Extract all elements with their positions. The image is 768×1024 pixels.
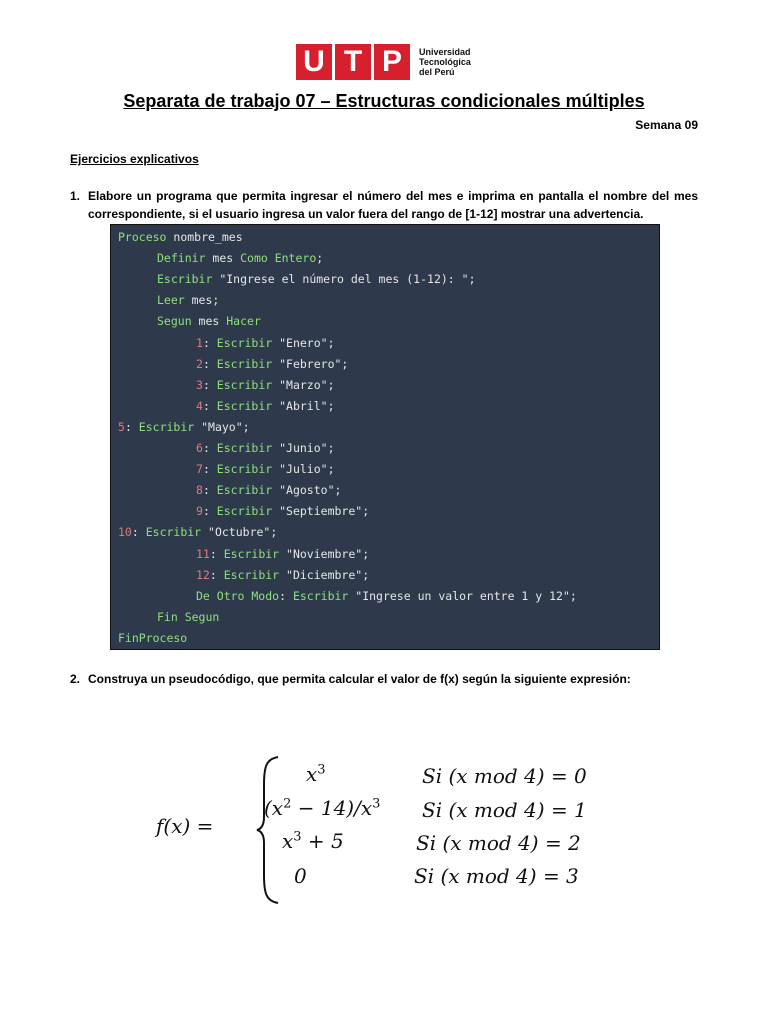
code-token: Definir bbox=[157, 251, 206, 266]
code-line bbox=[196, 356, 348, 372]
code-token: "Octubre"; bbox=[201, 525, 278, 540]
code-token: : bbox=[202, 504, 217, 519]
code-token: : bbox=[202, 335, 217, 350]
code-token: 7 bbox=[196, 462, 203, 477]
code-token: "Septiembre"; bbox=[272, 504, 370, 519]
code-token: Escribir bbox=[223, 567, 280, 582]
code-line bbox=[196, 461, 335, 477]
left-brace-icon bbox=[256, 755, 282, 905]
code-token: : bbox=[202, 441, 217, 455]
exercise-2-number: 2. bbox=[70, 672, 81, 686]
code-line bbox=[196, 567, 369, 583]
code-token: "Ingrese el número del mes (1-12): "; bbox=[212, 272, 476, 287]
code-token: : bbox=[202, 356, 217, 371]
code-token: Escribir bbox=[216, 462, 273, 477]
code-line bbox=[157, 313, 261, 329]
code-token: 11 bbox=[196, 546, 210, 561]
code-token: Segun bbox=[157, 314, 192, 329]
code-token: 2 bbox=[196, 356, 203, 371]
code-token: nombre_mes bbox=[166, 230, 243, 244]
code-token: : bbox=[202, 398, 217, 413]
case-2-cond: Si (x mod 4) = 1 bbox=[422, 798, 587, 822]
code-line bbox=[196, 398, 335, 414]
code-token: : bbox=[279, 588, 293, 603]
code-token: : bbox=[202, 483, 217, 498]
code-line bbox=[118, 419, 250, 435]
exercise-1-number: 1. bbox=[70, 189, 81, 203]
code-token: "Febrero"; bbox=[272, 356, 349, 371]
code-token: 9 bbox=[196, 504, 203, 519]
code-token: Leer bbox=[157, 293, 185, 308]
code-token: 1 bbox=[196, 335, 203, 350]
logo-letter-p: P bbox=[374, 44, 410, 80]
case-4-expr: 0 bbox=[294, 864, 307, 888]
code-line bbox=[196, 377, 335, 393]
week-label: Semana 09 bbox=[635, 118, 698, 132]
code-token: "Agosto"; bbox=[272, 483, 342, 498]
exercise-1 bbox=[70, 187, 698, 223]
code-token: 4 bbox=[196, 398, 203, 413]
code-token: : bbox=[124, 419, 139, 434]
case-1-expr: $x^3$ bbox=[306, 762, 326, 786]
code-token: De Otro Modo bbox=[196, 588, 280, 603]
utp-logo bbox=[296, 43, 471, 81]
code-token: Escribir bbox=[145, 525, 202, 540]
code-token: Escribir bbox=[216, 335, 273, 350]
code-line bbox=[196, 588, 577, 604]
code-token: 8 bbox=[196, 483, 203, 498]
code-token: : bbox=[209, 546, 224, 561]
case-3-cond: Si (x mod 4) = 2 bbox=[416, 831, 581, 855]
code-block bbox=[110, 224, 660, 650]
code-token: : bbox=[202, 462, 217, 477]
case-2-expr: $(x^2 - 14)/x^3$ bbox=[264, 796, 381, 820]
code-token: Escribir bbox=[216, 356, 273, 371]
code-token: : bbox=[202, 377, 217, 392]
code-line bbox=[157, 292, 219, 308]
code-token: "Noviembre"; bbox=[279, 546, 370, 561]
code-token: Hacer bbox=[226, 314, 261, 329]
code-line bbox=[196, 546, 369, 562]
code-token: "Ingrese un valor entre 1 y 12"; bbox=[348, 588, 577, 603]
code-token: Proceso bbox=[118, 230, 167, 244]
code-token: : bbox=[131, 525, 146, 540]
code-token: Escribir bbox=[216, 504, 273, 519]
case-3-expr: $x^3 + 5$ bbox=[282, 829, 344, 853]
code-token: : bbox=[209, 567, 224, 582]
code-token: 6 bbox=[196, 441, 203, 455]
code-token: "Diciembre"; bbox=[279, 567, 370, 582]
page-title: Separata de trabajo 07 – Estructuras condicionales múltiples bbox=[123, 91, 645, 111]
code-token: mes bbox=[205, 251, 241, 266]
code-token: "Enero"; bbox=[272, 335, 335, 350]
logo-text-line-3: del Perú bbox=[419, 67, 455, 77]
code-token: Escribir bbox=[138, 419, 195, 434]
code-line bbox=[118, 229, 243, 245]
code-line bbox=[157, 250, 323, 266]
code-token: "Julio"; bbox=[272, 462, 335, 477]
code-token: Escribir bbox=[216, 441, 273, 455]
logo-letter-u: U bbox=[296, 44, 332, 80]
code-token: mes; bbox=[184, 293, 220, 308]
code-line bbox=[196, 503, 369, 519]
code-token: ; bbox=[316, 251, 324, 266]
formula-lhs: f(x) = bbox=[156, 814, 214, 838]
code-token: Escribir bbox=[216, 398, 273, 413]
code-token: "Junio"; bbox=[272, 441, 335, 455]
code-line bbox=[196, 482, 341, 498]
code-token: "Marzo"; bbox=[272, 377, 335, 392]
code-line bbox=[196, 440, 335, 456]
logo-text-line-2: Tecnológica bbox=[419, 57, 471, 67]
section-title: Ejercicios explicativos bbox=[70, 152, 199, 166]
code-token: FinProceso bbox=[118, 630, 188, 645]
code-line bbox=[118, 630, 187, 646]
code-line bbox=[157, 609, 219, 625]
code-token: Escribir bbox=[216, 483, 273, 498]
logo-letter-t: T bbox=[335, 44, 371, 80]
code-token: Fin Segun bbox=[157, 609, 220, 624]
code-token: Escribir bbox=[157, 272, 213, 287]
code-token: Escribir bbox=[223, 546, 280, 561]
case-4-cond: Si (x mod 4) = 3 bbox=[414, 864, 579, 888]
case-1-cond: Si (x mod 4) = 0 bbox=[422, 764, 587, 788]
code-token: "Abril"; bbox=[272, 398, 335, 413]
logo-text-line-1: Universidad bbox=[419, 47, 471, 57]
logo-text bbox=[419, 47, 471, 77]
code-token: 12 bbox=[196, 567, 210, 582]
code-line bbox=[118, 524, 277, 540]
code-token: "Mayo"; bbox=[194, 419, 250, 434]
code-token: Escribir bbox=[292, 588, 349, 603]
code-token: 5 bbox=[118, 419, 125, 434]
code-line bbox=[157, 271, 476, 287]
exercise-2-text: Construya un pseudocódigo, que permita calcular el valor de f(x) según la siguiente expresión: bbox=[88, 672, 631, 686]
exercise-2 bbox=[70, 670, 698, 688]
code-line bbox=[196, 335, 335, 351]
exercise-1-text: Elabore un programa que permita ingresar el número del mes e imprima en pantalla el nombre del mes correspondiente, si el usuario ingresa un valor fuera del rango de [1-12] mostrar una advertencia. bbox=[88, 189, 698, 221]
code-token: 10 bbox=[118, 525, 132, 540]
code-token: Como Entero bbox=[240, 251, 317, 266]
code-token: Escribir bbox=[216, 377, 273, 392]
code-token: mes bbox=[191, 314, 227, 329]
code-token: 3 bbox=[196, 377, 203, 392]
